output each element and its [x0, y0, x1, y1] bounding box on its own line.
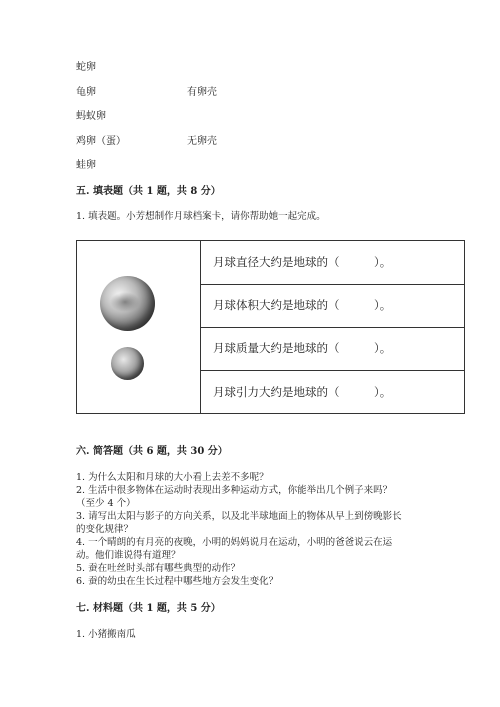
earth-image: [100, 276, 155, 331]
table-cell-gravity: 月球引力大约是地球的（ ）。: [213, 385, 392, 399]
table-row-divider: [200, 370, 464, 371]
short-answer-line: 2. 生活中很多物体在运动时表现出多种运动方式，你能举出几个例子来吗？: [76, 485, 393, 496]
short-answer-line: 5. 蚕在吐丝时头部有哪些典型的动作？: [76, 563, 241, 574]
pair-item-no-shell: 无卵壳: [187, 136, 217, 147]
moon-profile-table: [76, 240, 465, 414]
pair-item-frog-egg: 蛙卵: [76, 160, 96, 171]
table-row-divider: [200, 327, 464, 328]
table-cell-diameter: 月球直径大约是地球的（ ）。: [213, 255, 392, 269]
pair-item-ant-egg: 蚂蚁卵: [76, 111, 106, 122]
section5-heading: 五. 填表题（共 1 题，共 8 分）: [76, 186, 221, 197]
short-answer-line: 6. 蚕的幼虫在生长过程中哪些地方会发生变化？: [76, 576, 279, 587]
pair-item-turtle-egg: 龟卵: [76, 87, 96, 98]
short-answer-line: 动。他们谁说得有道理？: [76, 550, 181, 561]
table-row-divider: [200, 284, 464, 285]
moon-image: [111, 347, 144, 380]
table-cell-volume: 月球体积大约是地球的（ ）。: [213, 298, 392, 312]
short-answer-line: 4. 一个晴朗的有月亮的夜晚，小明的妈妈说月在运动，小明的爸爸说云在运: [76, 537, 393, 548]
section7-question: 1. 小猪搬南瓜: [76, 629, 136, 640]
pair-item-has-shell: 有卵壳: [187, 87, 217, 98]
section5-question: 1. 填表题。小芳想制作月球档案卡，请你帮助她一起完成。: [76, 211, 326, 222]
pair-item-chicken-egg: 鸡卵（蛋）: [76, 136, 126, 147]
table-cell-mass: 月球质量大约是地球的（ ）。: [213, 341, 392, 355]
section6-heading: 六. 简答题（共 6 题，共 30 分）: [76, 446, 228, 457]
short-answer-line: 的变化规律？: [76, 524, 134, 535]
short-answer-line: 1. 为什么太阳和月球的大小看上去差不多呢？: [76, 472, 269, 483]
short-answer-line: 3. 请写出太阳与影子的方向关系，以及北半球地面上的物体从早上到傍晚影长: [76, 511, 402, 522]
pair-item-snake-egg: 蛇卵: [76, 62, 96, 73]
section7-heading: 七. 材料题（共 1 题，共 5 分）: [76, 603, 221, 614]
short-answer-line: （至少 4 个）: [76, 498, 136, 509]
